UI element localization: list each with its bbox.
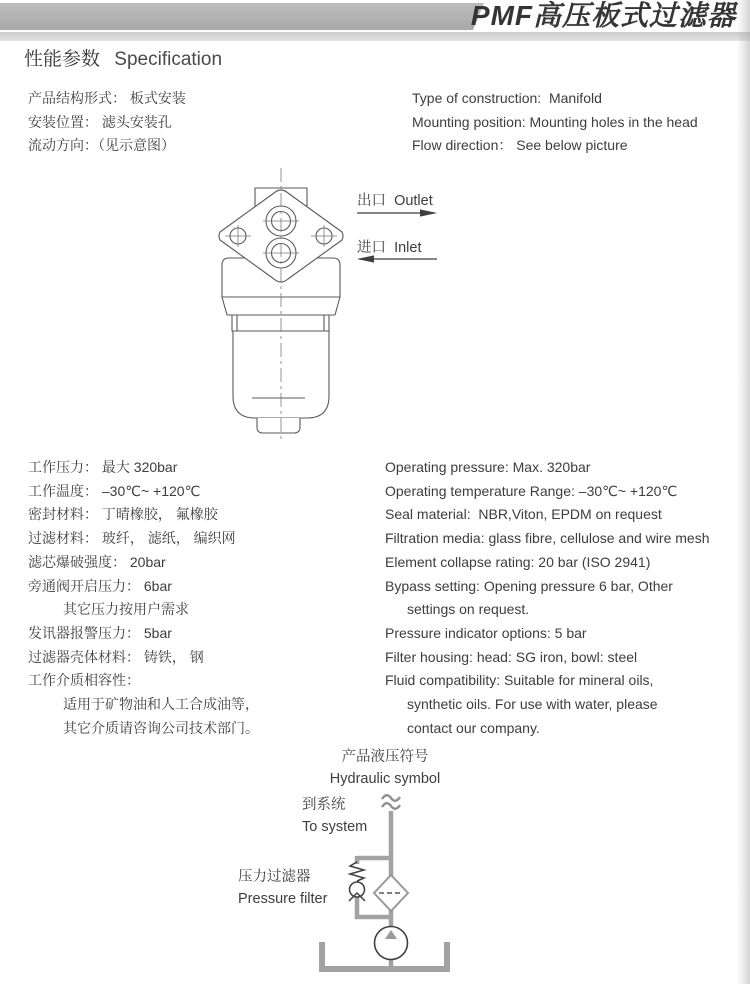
- spec-line: synthetic oils. For use with water, please: [407, 696, 658, 713]
- document-title: PMF高压板式过滤器: [470, 0, 736, 31]
- spec-line: Operating temperature Range: –30℃~ +120℃: [385, 482, 678, 499]
- specs-main-zh: [28, 456, 259, 740]
- pressure-filter-label-zh: 压力过滤器: [238, 869, 311, 885]
- spec-line: Filtration media: glass fibre, cellulose and wire mesh: [385, 530, 710, 547]
- inlet-label: [357, 236, 421, 257]
- inlet-label-zh: 进口: [357, 240, 386, 256]
- filter-element-icon: [374, 875, 408, 911]
- to-system-label-en: To system: [302, 819, 368, 835]
- spec-line: Filter housing: head: SG iron, bowl: steel: [385, 648, 638, 665]
- spec-line: Type of construction: Manifold: [412, 90, 602, 106]
- bypass-spring-icon: [350, 862, 364, 881]
- hydraulic-title-zh: 产品液压符号: [341, 749, 429, 765]
- spec-line: 旁通阀开启压力： 6bar: [28, 577, 172, 594]
- spec-line: Flow direction： See below picture: [412, 137, 628, 153]
- outlet-label-en: Outlet: [394, 193, 433, 209]
- filter-flange: [232, 315, 329, 331]
- outlet-label: [357, 189, 433, 210]
- spec-line: Pressure indicator options: 5 bar: [385, 624, 587, 641]
- spec-line: 密封材料： 丁晴橡胶， 氟橡胶: [28, 506, 218, 523]
- spec-line: 工作温度： –30℃~ +120℃: [28, 482, 201, 499]
- spec-line: Fluid compatibility: Suitable for mineral oils,: [385, 672, 654, 689]
- spec-line: 其它压力按用户需求: [63, 601, 189, 618]
- outlet-arrow: [357, 209, 437, 216]
- spec-line: 发讯器报警压力： 5bar: [28, 624, 172, 641]
- spec-line: 工作介质相容性：: [28, 672, 140, 689]
- pump-icon: [375, 927, 408, 960]
- spec-line: 流动方向：（见示意图）: [28, 137, 175, 153]
- spec-line: 其它介质请咨询公司技术部门。: [63, 719, 259, 736]
- spec-line: contact our company.: [407, 719, 540, 736]
- header-band: [0, 3, 484, 30]
- spec-line: settings on request.: [407, 601, 530, 618]
- pressure-filter-label-en: Pressure filter: [238, 891, 328, 907]
- spec-line: 工作压力： 最大 320bar: [28, 459, 178, 475]
- inlet-label-en: Inlet: [394, 240, 422, 256]
- specs-top-zh: [28, 87, 186, 158]
- spec-line: 滤芯爆破强度： 20bar: [28, 553, 166, 570]
- outlet-label-zh: 出口: [357, 193, 386, 209]
- spec-line: Seal material: NBR,Viton, EPDM on request: [385, 506, 662, 523]
- hydraulic-title-en: Hydraulic symbol: [329, 771, 441, 787]
- spec-line: Element collapse rating: 20 bar (ISO 2941): [385, 553, 651, 570]
- spec-line: Operating pressure: Max. 320bar: [385, 459, 591, 475]
- spec-line: Mounting position: Mounting holes in the head: [412, 113, 698, 130]
- page-edge-shadow: [737, 0, 750, 984]
- spec-line: Bypass setting: Opening pressure 6 bar, Other: [385, 577, 673, 594]
- hydraulic-symbol-diagram: [300, 790, 460, 984]
- section-title-en: Specification: [114, 49, 223, 70]
- section-title: [24, 44, 222, 71]
- drain-plug: [257, 418, 300, 433]
- specs-top-en: [412, 87, 698, 158]
- to-system-label-zh: 到系统: [302, 797, 346, 813]
- section-title-zh: 性能参数: [24, 49, 101, 70]
- spec-line: 过滤器壳体材料： 铸铁， 钢: [28, 648, 204, 665]
- spec-line: 适用于矿物油和人工合成油等，: [63, 696, 259, 713]
- header-strip: [0, 32, 750, 41]
- spec-line: 过滤材料： 玻纤， 滤纸， 编织网: [28, 530, 236, 547]
- spec-line: 产品结构形式： 板式安装: [28, 90, 186, 106]
- line-break-icon: [382, 795, 400, 809]
- spec-line: 安装位置： 滤头安装孔: [28, 113, 172, 130]
- specs-main-en: [385, 456, 709, 740]
